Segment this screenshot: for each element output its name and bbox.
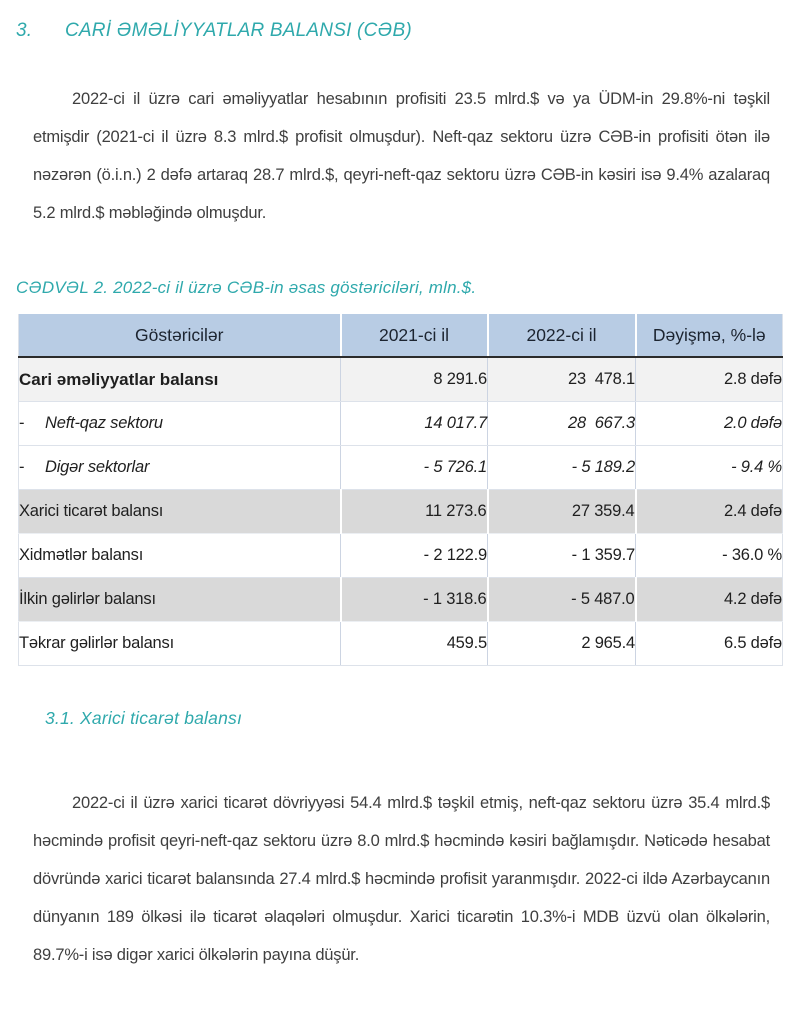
value-2022: 28 667.3 (488, 402, 636, 446)
table-row (19, 490, 783, 534)
row-label: İlkin gəlirlər balansı (19, 578, 341, 622)
change-value: 6.5 dəfə (636, 622, 783, 666)
value-2022: - 5 487.0 (488, 578, 636, 622)
value-2021: 11 273.6 (341, 490, 488, 534)
subsection-heading: 3.1. Xarici ticarət balansı (45, 708, 243, 728)
col-header-2022: 2022-ci il (488, 314, 636, 357)
change-value: 2.0 dəfə (636, 402, 783, 446)
col-header-2021: 2021-ci il (341, 314, 488, 357)
value-2021: 14 017.7 (341, 402, 488, 446)
change-value: 4.2 dəfə (636, 578, 783, 622)
row-label: - Neft-qaz sektoru (19, 402, 341, 446)
col-header-indicators: Göstəricilər (19, 314, 341, 357)
value-2022: 23 478.1 (488, 357, 636, 402)
dash-marker: - (19, 458, 25, 476)
value-2022: - 5 189.2 (488, 446, 636, 490)
table-header-row (19, 314, 783, 357)
table-row (19, 534, 783, 578)
paragraph-foreign-trade: 2022-ci il üzrə xarici ticarət dövriyyəsi 54.4 mlrd.$ təşkil etmiş, neft-qaz sektoru üzrə 35.4 mlrd.$ həcmində profisit qeyri-neft-qaz sektoru üzrə 8.0 mlrd.$ həcmində kəsiri bağlamışdır. Nəticədə hesabat dövründə xarici ticarət balansında 27.4 mlrd.$ həcmində profisit yaranmışdır. 2022-ci ildə Azərbaycanın dünyanın 189 ölkəsi ilə ticarət əlaqələri olmuşdur. Xarici ticarətin 10.3%-i MDB üzvü olan ölkələrin, 89.7%-i isə digər xarici ölkələrin payına düşür. (33, 794, 770, 964)
row-label: - Digər sektorlar (19, 446, 341, 490)
value-2021: - 1 318.6 (341, 578, 488, 622)
section-number: 3. (16, 20, 33, 41)
value-2022: - 1 359.7 (488, 534, 636, 578)
row-label: Cari əməliyyatlar balansı (19, 357, 341, 402)
change-value: 2.4 dəfə (636, 490, 783, 534)
table-row (19, 578, 783, 622)
table-row (19, 622, 783, 666)
col-header-change: Dəyişmə, %-lə (636, 314, 783, 357)
value-2022: 27 359.4 (488, 490, 636, 534)
indicators-table (18, 314, 783, 666)
row-label: Xidmətlər balansı (19, 534, 341, 578)
value-2021: - 5 726.1 (341, 446, 488, 490)
table-row (19, 446, 783, 490)
row-label: Xarici ticarət balansı (19, 490, 341, 534)
table-row (19, 357, 783, 402)
change-value: 2.8 dəfə (636, 357, 783, 402)
paragraph-current-account: 2022-ci il üzrə cari əməliyyatlar hesabının profisiti 23.5 mlrd.$ və ya ÜDM-in 29.8%-ni təşkil etmişdir (2021-ci il üzrə 8.3 mlrd.$ profisit olmuşdur). Neft-qaz sektoru üzrə CƏB-in profisiti ötən ilə nəzərən (ö.i.n.) 2 dəfə artaraq 28.7 mlrd.$, qeyri-neft-qaz sektoru üzrə CƏB-in kəsiri isə 9.4% azalaraq 5.2 mlrd.$ məbləğində olmuşdur. (33, 90, 770, 222)
table-caption: CƏDVƏL 2. 2022-ci il üzrə CƏB-in əsas göstəriciləri, mln.$. (16, 278, 477, 297)
value-2022: 2 965.4 (488, 622, 636, 666)
value-2021: - 2 122.9 (341, 534, 488, 578)
value-2021: 459.5 (341, 622, 488, 666)
value-2021: 8 291.6 (341, 357, 488, 402)
table-row (19, 402, 783, 446)
row-label: Təkrar gəlirlər balansı (19, 622, 341, 666)
dash-marker: - (19, 414, 25, 432)
change-value: - 36.0 % (636, 534, 783, 578)
section-title: CARİ ƏMƏLİYYATLAR BALANSI (CƏB) (65, 20, 412, 41)
change-value: - 9.4 % (636, 446, 783, 490)
section-heading (16, 18, 784, 44)
